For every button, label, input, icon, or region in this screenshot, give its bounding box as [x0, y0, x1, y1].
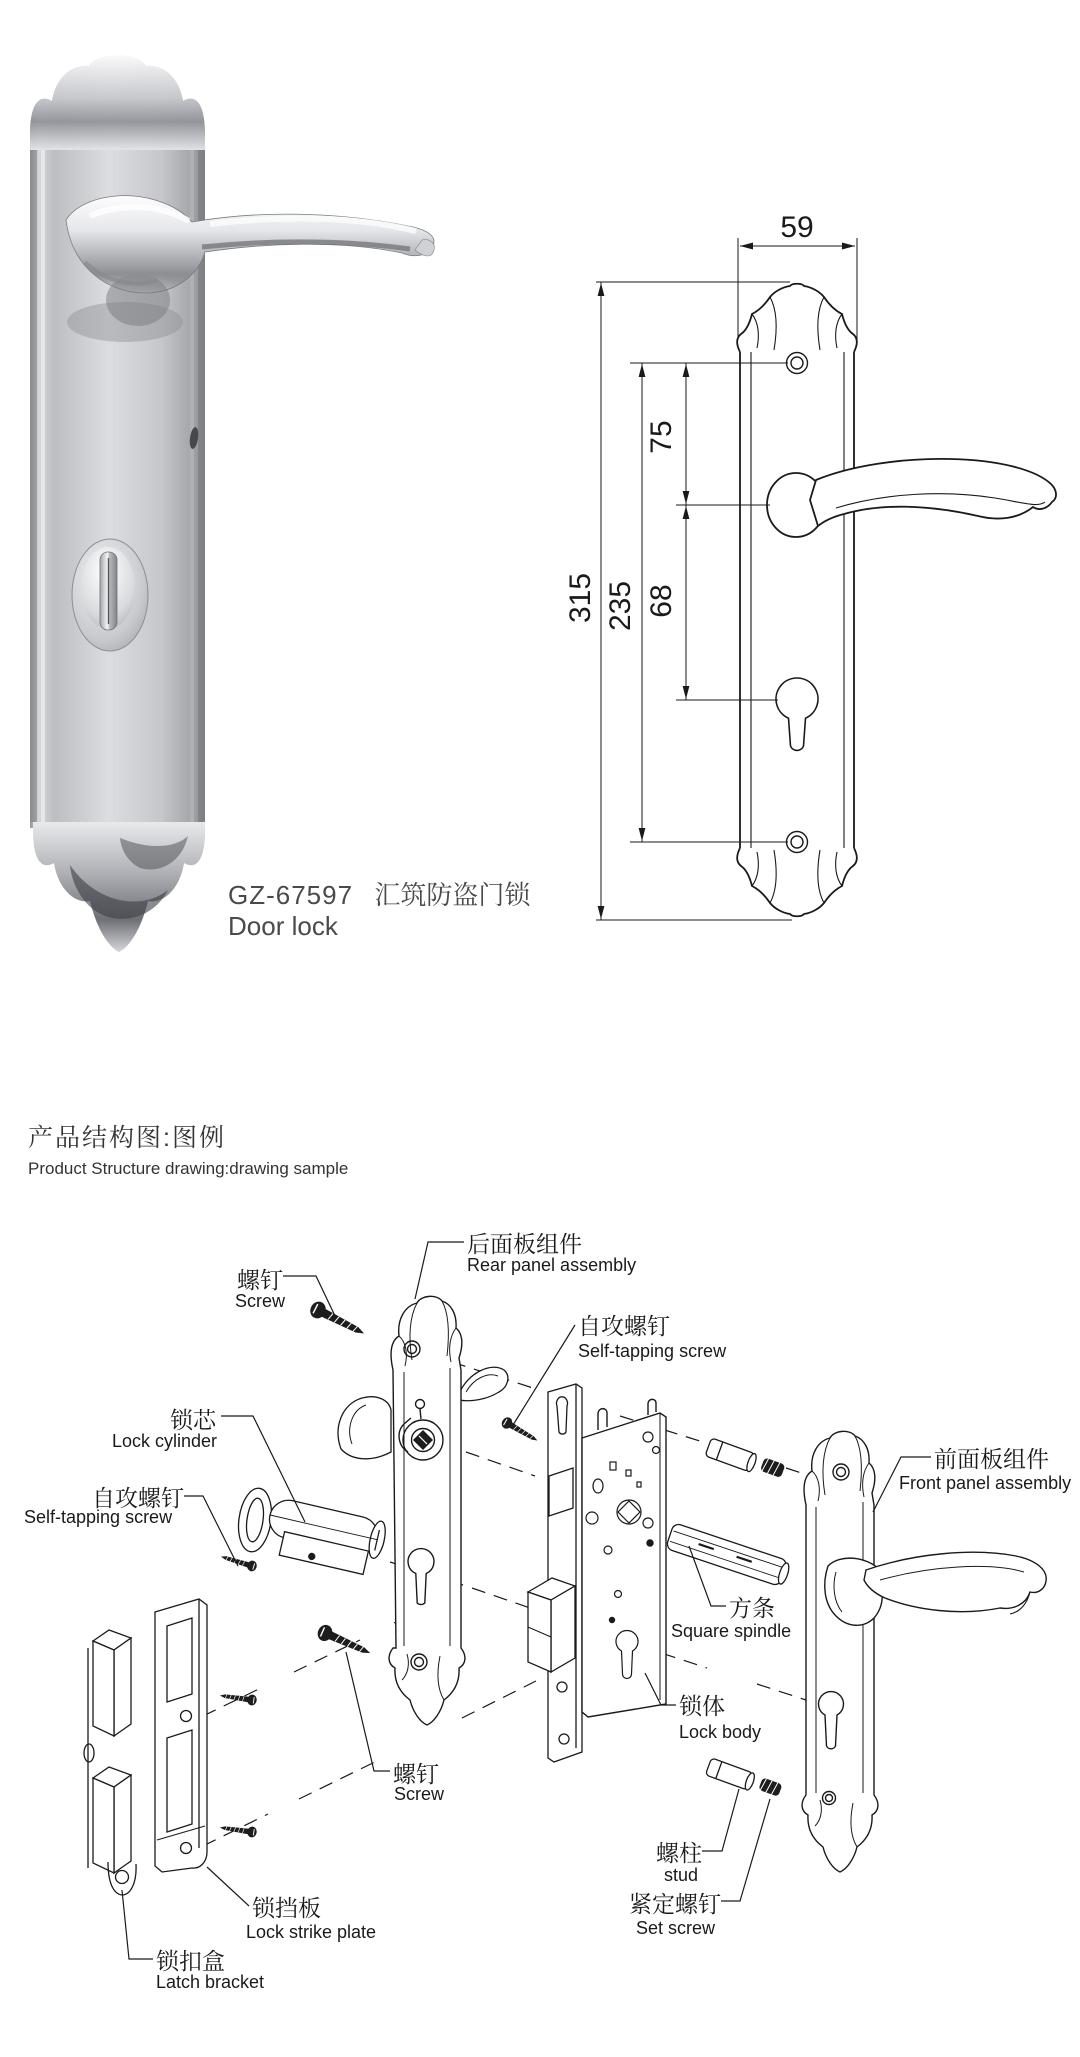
bottom-screw-hole: [787, 832, 808, 853]
latch-bolt-part: [528, 1578, 575, 1672]
label-front-panel-cn: 前面板组件: [934, 1446, 1049, 1472]
strike-plate-part: [155, 1599, 207, 1872]
faceplate-part: [548, 1384, 582, 1762]
lever-handle-photo: [66, 196, 434, 293]
dim-width: 59: [780, 211, 814, 244]
dim-upper-span: 75: [645, 420, 678, 454]
dimension-lines: [596, 238, 857, 920]
plate-bottom-crown: [33, 822, 205, 952]
label-screw-top-cn: 螺钉: [237, 1267, 283, 1293]
product-caption: [228, 880, 530, 942]
product-code: GZ-67597: [228, 880, 354, 910]
section-title-en: Product Structure drawing:drawing sample: [28, 1159, 349, 1178]
drawn-handle: [767, 459, 1056, 537]
label-latch-bracket-en: Latch bracket: [156, 1972, 265, 1992]
label-rear-panel-cn: 后面板组件: [467, 1231, 582, 1257]
label-square-spindle-en: Square spindle: [671, 1621, 792, 1641]
product-photo: [20, 30, 520, 960]
set-screw-upper-part: [760, 1457, 785, 1478]
lock-body-part: [582, 1399, 666, 1717]
label-self-tapping-top-en: Self-tapping screw: [578, 1341, 727, 1361]
dim-hole-span: 235: [604, 580, 637, 632]
dimension-drawing: [560, 200, 1080, 940]
plate-holes: [776, 353, 818, 853]
plate-outline: [737, 284, 857, 917]
self-tapping-screw-top-part: [500, 1415, 541, 1445]
screw-top-part: [307, 1299, 368, 1341]
front-panel-part: [802, 1431, 878, 1872]
front-handle: [825, 1552, 1046, 1625]
label-set-screw-en: Set screw: [636, 1918, 716, 1938]
label-lock-body-en: Lock body: [679, 1722, 762, 1742]
stud-upper-part: [705, 1438, 758, 1473]
label-rear-panel-en: Rear panel assembly: [467, 1255, 637, 1275]
label-lock-cylinder-en: Lock cylinder: [112, 1431, 218, 1451]
latch-bracket-part: [84, 1630, 136, 1895]
label-screw-middle-en: Screw: [394, 1784, 445, 1804]
label-strike-plate-cn: 锁挡板: [252, 1895, 321, 1921]
label-set-screw-cn: 紧定螺钉: [629, 1891, 721, 1917]
top-screw-hole: [787, 353, 808, 374]
label-self-tapping-left-en: Self-tapping screw: [24, 1507, 173, 1527]
label-square-spindle-cn: 方条: [729, 1595, 775, 1621]
lock-cylinder-part: [235, 1486, 389, 1577]
self-tapping-screw-left-part: [219, 1551, 258, 1572]
label-self-tapping-left-cn: 自攻螺钉: [92, 1485, 184, 1511]
product-name-en: Door lock: [228, 911, 338, 941]
security-escutcheon-photo: [72, 539, 148, 651]
label-lock-body-cn: 锁体: [679, 1693, 725, 1719]
label-screw-top-en: Screw: [235, 1291, 286, 1311]
rear-panel-part: [389, 1296, 465, 1725]
product-name-cn: 汇筑防盗门锁: [374, 880, 531, 910]
plate-top-crown: [30, 56, 205, 151]
stud-lower-part: [705, 1758, 756, 1791]
set-screw-lower-part: [758, 1777, 782, 1796]
label-stud-cn: 螺柱: [656, 1840, 702, 1866]
dim-lower-span: 68: [645, 584, 678, 618]
section-header: [28, 1118, 348, 1179]
exploded-diagram: [0, 1200, 1080, 2020]
label-screw-middle-cn: 螺钉: [393, 1761, 439, 1787]
section-title-cn: 产品结构图:图例: [28, 1124, 226, 1152]
label-self-tapping-top-cn: 自攻螺钉: [578, 1313, 670, 1339]
dimension-arrows: [598, 243, 855, 920]
label-stud-en: stud: [664, 1865, 699, 1885]
backplate-photo: [30, 56, 205, 953]
label-strike-plate-en: Lock strike plate: [246, 1922, 377, 1942]
dim-height: 315: [564, 572, 597, 624]
label-latch-bracket-cn: 锁扣盒: [156, 1948, 225, 1974]
euro-keyhole: [776, 678, 818, 750]
screw-middle-part: [315, 1623, 373, 1661]
label-front-panel-en: Front panel assembly: [899, 1473, 1072, 1493]
square-spindle-part: [666, 1523, 792, 1588]
label-lock-cylinder-cn: 锁芯: [170, 1407, 216, 1433]
